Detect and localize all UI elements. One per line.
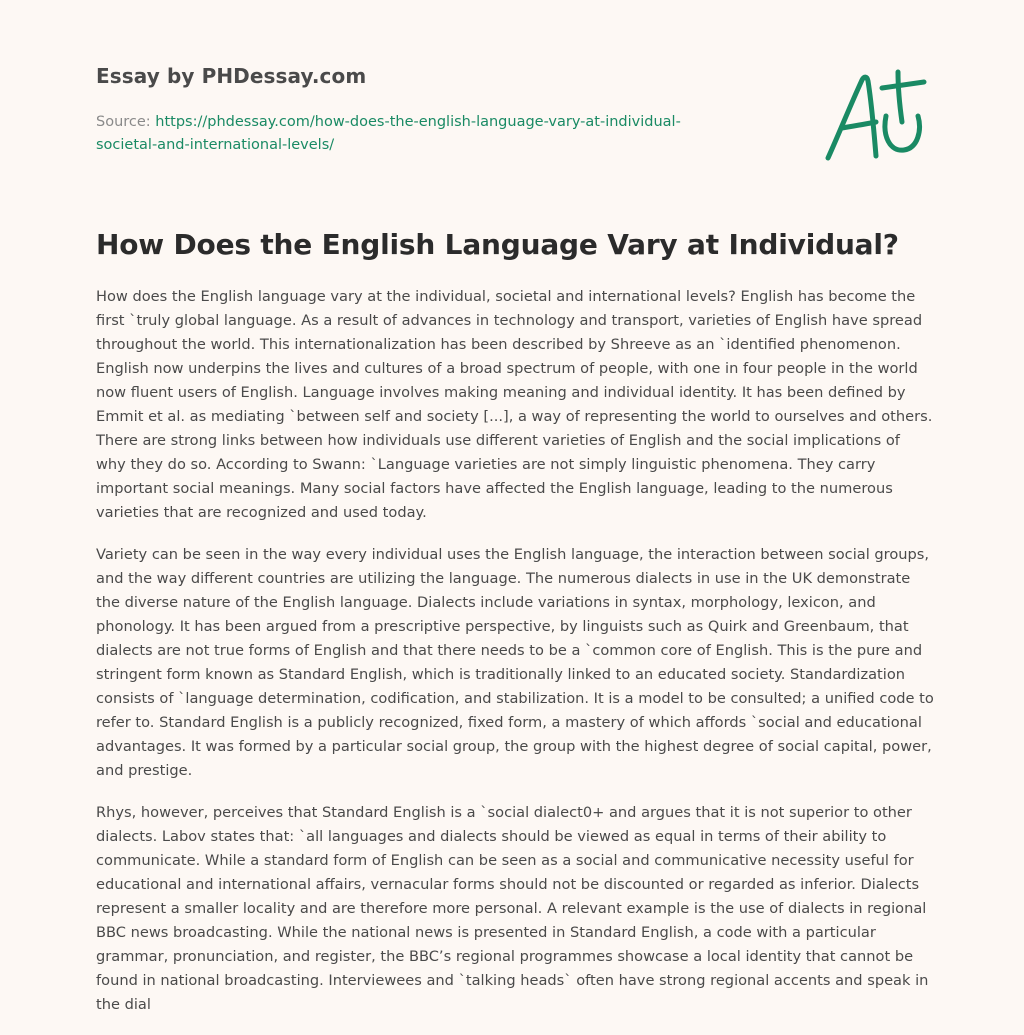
essay-paragraph: How does the English language vary at the individual, societal and international levels? English has become the first `truly global language. As a result of advances in technology and transport, varieties of English have spread throughout the world. This internationalization has been described by Shreeve as an `identified phenomenon. English now underpins the lives and cultures of a broad spectrum of people, with one in four people in the world now fluent users of English. Language involves making meaning and individual identity. It has been defined by Emmit et al. as mediating `between self and society [...], a way of representing the world to ourselves and others. There are strong links between how individuals use different varieties of English and the social implications of why they do so. According to Swann: `Language varieties are not simply linguistic phenomena. They carry important social meanings. Many social factors have affected the English language, leading to the numerous varieties that are recognized and used today. (96, 288, 933, 521)
essay-paragraph: Rhys, however, perceives that Standard English is a `social dialect0+ and argues that it is not superior to other dialects. Labov states that: `all languages and dialects should be viewed as equal in terms of their ability to communicate. While a standard form of English can be seen as a social and communicative necessity useful for educational and international affairs, vernacular forms should not be discounted or regarded as inferior. Dialects represent a smaller locality and are therefore more personal. A relevant example is the use of dialects in regional BBC news broadcasting. While the national news is presented in Standard English, a code with a particular grammar, pronunciation, and register, the BBC’s regional programmes showcase a local identity that cannot be found in national broadcasting. Interviewees and `talking heads` often have strong regional accents and speak in the dial (96, 804, 929, 1013)
source-label: Source: (96, 114, 151, 130)
source-line (96, 111, 736, 157)
source-link[interactable]: https://phdessay.com/how-does-the-english-language-vary-at-individual-societal-and-international-levels/ (96, 114, 681, 153)
essay-title: How Does the English Language Vary at Individual? (96, 228, 899, 261)
site-brand: Essay by PHDessay.com (96, 64, 367, 88)
essay-paragraph: Variety can be seen in the way every individual uses the English language, the interaction between social groups, and the way different countries are utilizing the language. The numerous dialects in use in the UK demonstrate the diverse nature of the English language. Dialects include variations in syntax, morphology, lexicon, and phonology. It has been argued from a prescriptive perspective, by linguists such as Quirk and Greenbaum, that dialects are not true forms of English and that there needs to be a `common core of English. This is the pure and stringent form known as Standard English, which is traditionally linked to an educated society. Standardization consists of `language determination, codification, and stabilization. It is a model to be consulted; a unified code to refer to. Standard English is a publicly recognized, fixed form, a mastery of which affords `social and educational advantages. It was formed by a particular social group, the group with the highest degree of social capital, power, and prestige. (96, 546, 934, 779)
essay-body (96, 285, 934, 1035)
a-plus-grade-icon (824, 66, 928, 166)
